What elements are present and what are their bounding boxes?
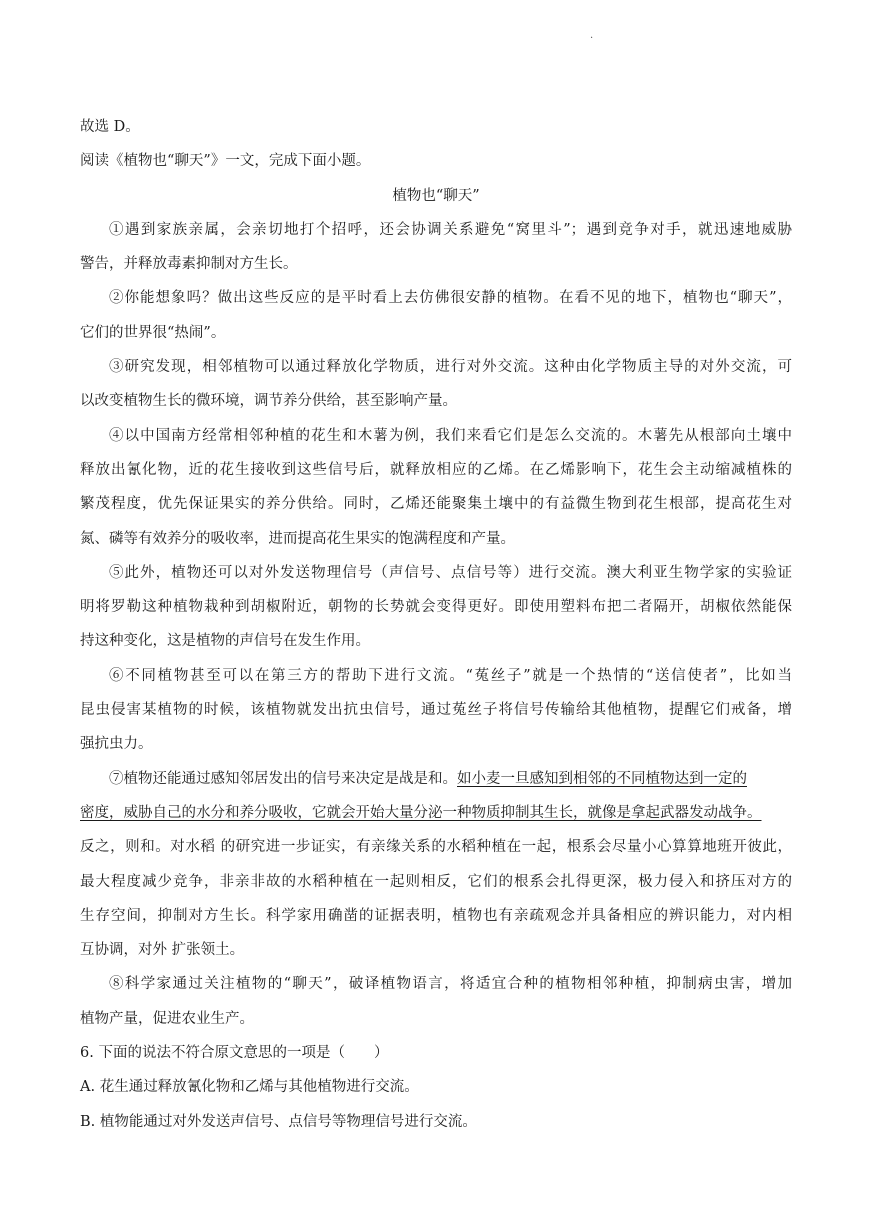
paragraph-line: 互协调，对外 扩张领土。 [80, 942, 245, 959]
paragraph-6 [80, 659, 792, 762]
plain-text: ⑦植物还能通过感知邻居发出的信号来决定是战是和。 [109, 770, 457, 787]
paragraph-line: 氮、磷等有效养分的吸收率，进而提高花生果实的饱满程度和产量。 [80, 530, 515, 547]
paragraph-line: 它们的世界很“热闹”。 [80, 324, 226, 341]
article-title: 植物也“聊天” [392, 187, 480, 204]
paragraph-line [80, 796, 792, 830]
underlined-text: 如小麦一旦感知到相邻的不同植物达到一定的 [457, 770, 747, 787]
paragraph-line: ⑤此外，植物还可以对外发送物理信号（声信号、点信号等）进行交流。澳大利亚生物学家的实验证 [109, 564, 792, 581]
paragraph-line: ⑥不同植物甚至可以在第三方的帮助下进行文流。“菟丝子”就是一个热情的“送信使者”，比如当 [109, 667, 792, 684]
question-stem: 6. 下面的说法不符合原文意思的一项是（ ） [80, 1045, 389, 1062]
paragraph-line: 昆虫侵害某植物的时候，该植物就发出抗虫信号，通过菟丝子将信号传输给其他植物，提醒它们戒备，增 [80, 702, 792, 719]
paragraph-line [80, 762, 792, 796]
option-b: B. 植物能通过对外发送声信号、点信号等物理信号进行交流。 [80, 1113, 477, 1130]
paragraph-line: 释放出氰化物，近的花生接收到这些信号后，就释放相应的乙烯。在乙烯影响下，花生会主动缩减植株的 [80, 461, 792, 478]
underlined-text: 密度，威胁自己的水分和养分吸收，它就会开始大量分泌一种物质抑制其生长，就像是拿起武器发动战争。 [80, 804, 762, 821]
option-a: A. 花生通过释放氰化物和乙烯与其他植物进行交流。 [80, 1079, 419, 1096]
paragraph-line: 持这种变化，这是植物的声信号在发生作用。 [80, 633, 370, 650]
paragraph-line: 植物产量，促进农业生产。 [80, 1010, 254, 1027]
document-body [80, 110, 792, 1139]
paragraph-line: ⑧科学家通过关注植物的“聊天”，破译植物语言，将适宜合种的植物相邻种植，抑制病虫害，增加 [109, 976, 792, 993]
reading-instruction: 阅读《植物也“聊天”》一文，完成下面小题。 [80, 153, 371, 170]
paragraph-4 [80, 419, 792, 556]
paragraph-line: ④以中国南方经常相邻种植的花生和木薯为例，我们来看它们是怎么交流的。木薯先从根部向土壤中 [109, 427, 792, 444]
paragraph-1 [80, 213, 792, 282]
paragraph-8 [80, 967, 792, 1036]
paragraph-line: ②你能想象吗？做出这些反应的是平时看上去仿佛很安静的植物。在看不见的地下，植物也“聊天”， [109, 290, 792, 307]
paragraph-5 [80, 556, 792, 659]
paragraph-line: 强抗虫力。 [80, 736, 153, 753]
paragraph-3 [80, 350, 792, 419]
question-6 [80, 1036, 792, 1139]
paragraph-line: 以改变植物生长的微环境，调节养分供给，甚至影响产量。 [80, 393, 457, 410]
paragraph-7 [80, 762, 792, 968]
paragraph-line: 最大程度减少竞争，非亲非故的水稻种植在一起则相反，它们的根系会扎得更深，极力侵入和挤压对方的 [80, 873, 792, 890]
paragraph-2 [80, 281, 792, 350]
previous-answer: 故选 D。 [80, 119, 140, 135]
paragraph-line: 警告，并释放毒素抑制对方生长。 [80, 256, 298, 273]
paragraph-line: ①遇到家族亲属，会亲切地打个招呼，还会协调关系避免“窝里斗”；遇到竞争对手，就迅速地威胁 [109, 221, 792, 238]
paragraph-line: ③研究发现，相邻植物可以通过释放化学物质，进行对外交流。这种由化学物质主导的对外交流，可 [109, 359, 792, 376]
paragraph-line: 繁茂程度，优先保证果实的养分供给。同时，乙烯还能聚集土壤中的有益微生物到花生根部，提高花生对 [80, 496, 792, 513]
paragraph-line: 明将罗勒这种植物栽种到胡椒附近，朝物的长势就会变得更好。即使用塑料布把二者隔开，胡椒依然能保 [80, 599, 792, 616]
page-marker: . [590, 30, 594, 41]
paragraph-line: 反之，则和。对水稻 的研究进一步证实，有亲缘关系的水稻种植在一起，根系会尽量小心算算地班开彼此， [80, 839, 792, 856]
paragraph-line: 生存空间，抑制对方生长。科学家用确凿的证据表明，植物也有亲疏观念并具备相应的辨识能力，对内相 [80, 907, 792, 924]
